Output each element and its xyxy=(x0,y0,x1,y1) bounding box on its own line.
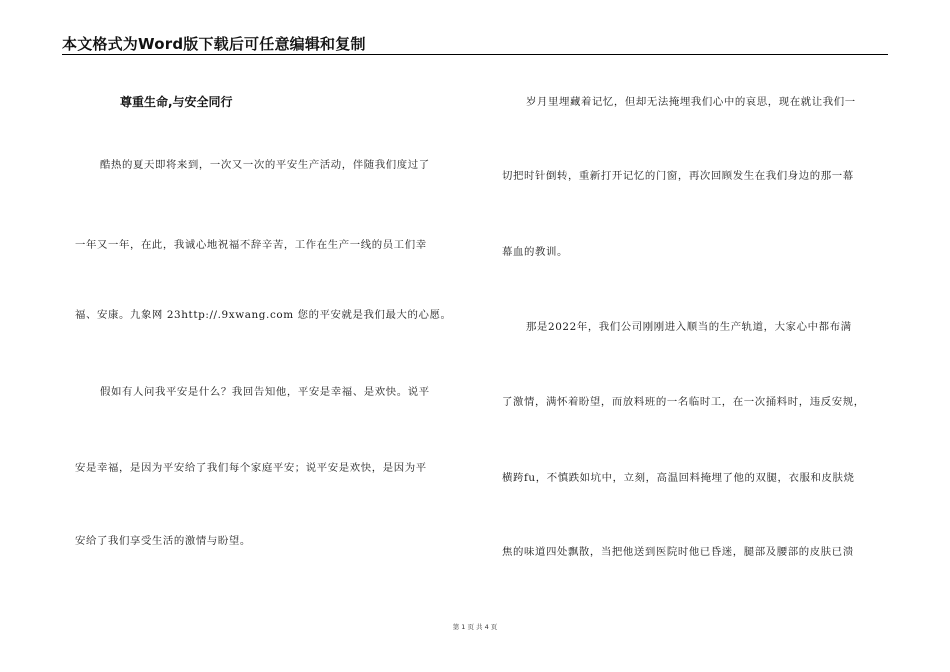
right-line-7: 焦的味道四处飘散，当把他送到医院时他已昏迷，腿部及腰部的皮肤已溃 xyxy=(502,546,854,558)
document-title: 尊重生命,与安全同行 xyxy=(120,95,233,109)
left-line-4: 假如有人问我平安是什么？我回告知他，平安是幸福、是欢快。说平 xyxy=(100,386,430,398)
right-line-3: 幕血的教训。 xyxy=(502,246,568,258)
left-line-1: 酷热的夏天即将来到，一次又一次的平安生产活动，伴随我们度过了 xyxy=(100,159,430,171)
right-line-1: 岁月里埋藏着记忆，但却无法掩埋我们心中的哀思，现在就让我们一 xyxy=(526,96,856,108)
left-line-3: 福、安康。九象网 23http://.9xwang.com 您的平安就是我们最大的心愿。 xyxy=(75,309,452,321)
left-line-6: 安给了我们享受生活的激情与盼望。 xyxy=(75,535,251,547)
right-line-2: 切把时针倒转，重新打开记忆的门窗，再次回顾发生在我们身边的那一幕 xyxy=(502,170,854,182)
right-line-4: 那是2022年，我们公司刚刚进入顺当的生产轨道，大家心中都布满 xyxy=(526,321,852,333)
right-line-5: 了激情，满怀着盼望，而放料班的一名临时工，在一次捅料时，违反安规， xyxy=(502,396,865,408)
left-line-2: 一年又一年，在此，我诚心地祝福不辞辛苦，工作在生产一线的员工们幸 xyxy=(75,239,427,251)
left-line-5: 安是幸福，是因为平安给了我们每个家庭平安；说平安是欢快，是因为平 xyxy=(75,462,427,474)
page-number: 第 1 页 共 4 页 xyxy=(452,623,498,631)
right-line-6: 横跨fu，不慎跌如坑中，立刻，高温回料掩埋了他的双腿，衣服和皮肤烧 xyxy=(502,472,855,484)
header-divider xyxy=(62,54,888,55)
page-header: 本文格式为Word版下载后可任意编辑和复制 xyxy=(62,35,366,53)
